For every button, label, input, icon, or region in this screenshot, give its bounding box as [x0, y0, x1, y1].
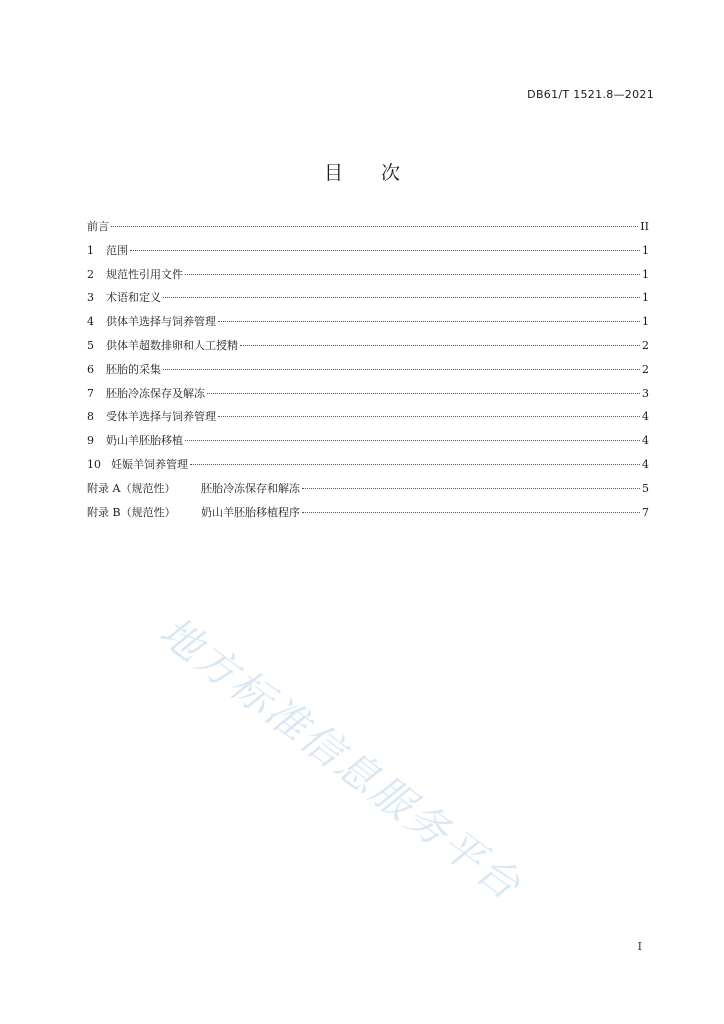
toc-entry-number: 1 — [87, 243, 94, 257]
toc-entry-page: 2 — [642, 338, 649, 352]
toc-entry-number: 附录 B（规范性） — [87, 505, 176, 519]
toc-leader-dots — [163, 297, 640, 298]
toc-leader-dots — [302, 488, 640, 489]
toc-leader-dots — [111, 226, 638, 227]
toc-entry-label: 奶山羊胚胎移植程序 — [201, 505, 300, 519]
toc-entry-page: 1 — [642, 315, 649, 329]
toc-title — [0, 158, 724, 185]
toc-entry-appendix-b[interactable] — [87, 504, 649, 528]
toc-entry-number: 6 — [87, 362, 94, 376]
table-of-contents — [87, 218, 649, 527]
toc-entry-number: 7 — [87, 386, 94, 400]
toc-entry-appendix-a[interactable] — [87, 480, 649, 504]
toc-entry-page: 4 — [642, 410, 649, 424]
toc-entry-page: 7 — [642, 505, 649, 519]
toc-entry[interactable] — [87, 337, 649, 361]
toc-entry-page: 1 — [642, 243, 649, 257]
toc-entry[interactable] — [87, 313, 649, 337]
toc-entry[interactable] — [87, 385, 649, 409]
toc-entry[interactable] — [87, 456, 649, 480]
toc-leader-dots — [218, 321, 640, 322]
toc-leader-dots — [130, 250, 640, 251]
toc-title-part: 目 — [323, 162, 343, 184]
toc-entry[interactable] — [87, 289, 649, 313]
toc-entry-label: 供体羊超数排卵和人工授精 — [106, 338, 238, 352]
toc-entry-page: 4 — [642, 434, 649, 448]
toc-entry-page: 1 — [642, 267, 649, 281]
toc-entry-number: 附录 A（规范性） — [87, 481, 176, 495]
toc-entry-label: 规范性引用文件 — [106, 267, 183, 281]
toc-entry[interactable] — [87, 432, 649, 456]
toc-entry-page: 4 — [642, 457, 649, 471]
toc-entry-foreword[interactable] — [87, 218, 649, 242]
toc-entry-label: 前言 — [87, 220, 109, 233]
toc-entry-page: II — [640, 220, 649, 233]
watermark: 地方标准信息服务平台 — [150, 607, 531, 911]
toc-leader-dots — [207, 393, 640, 394]
toc-leader-dots — [185, 440, 640, 441]
toc-entry-page: 3 — [642, 386, 649, 400]
toc-leader-dots — [163, 369, 640, 370]
toc-entry-label: 受体羊选择与饲养管理 — [106, 410, 216, 424]
toc-entry-label: 供体羊选择与饲养管理 — [106, 315, 216, 329]
toc-entry-label: 范围 — [106, 243, 128, 257]
toc-entry-page: 2 — [642, 362, 649, 376]
toc-leader-dots — [218, 416, 640, 417]
standard-code: DB61/T 1521.8—2021 — [527, 88, 654, 101]
toc-entry-number: 5 — [87, 338, 94, 352]
toc-title-part: 次 — [381, 162, 401, 184]
toc-entry[interactable] — [87, 408, 649, 432]
toc-entry-number: 9 — [87, 434, 94, 448]
toc-leader-dots — [240, 345, 640, 346]
toc-entry-label: 胚胎冷冻保存和解冻 — [201, 481, 300, 495]
toc-entry-number: 2 — [87, 267, 94, 281]
toc-entry-number: 4 — [87, 315, 94, 329]
toc-entry-page: 5 — [642, 481, 649, 495]
toc-entry-page: 1 — [642, 291, 649, 305]
toc-entry-label: 胚胎冷冻保存及解冻 — [106, 386, 205, 400]
toc-entry[interactable] — [87, 361, 649, 385]
toc-leader-dots — [302, 512, 640, 513]
toc-entry[interactable] — [87, 266, 649, 290]
toc-entry-number: 10 — [87, 457, 101, 471]
toc-entry-number: 8 — [87, 410, 94, 424]
toc-leader-dots — [190, 464, 640, 465]
toc-entry[interactable] — [87, 242, 649, 266]
toc-entry-label: 胚胎的采集 — [106, 362, 161, 376]
toc-entry-label: 奶山羊胚胎移植 — [106, 434, 183, 448]
page-number: I — [637, 940, 642, 953]
toc-entry-number: 3 — [87, 291, 94, 305]
toc-entry-label: 术语和定义 — [106, 291, 161, 305]
toc-entry-label: 妊娠羊饲养管理 — [111, 457, 188, 471]
toc-leader-dots — [185, 274, 640, 275]
